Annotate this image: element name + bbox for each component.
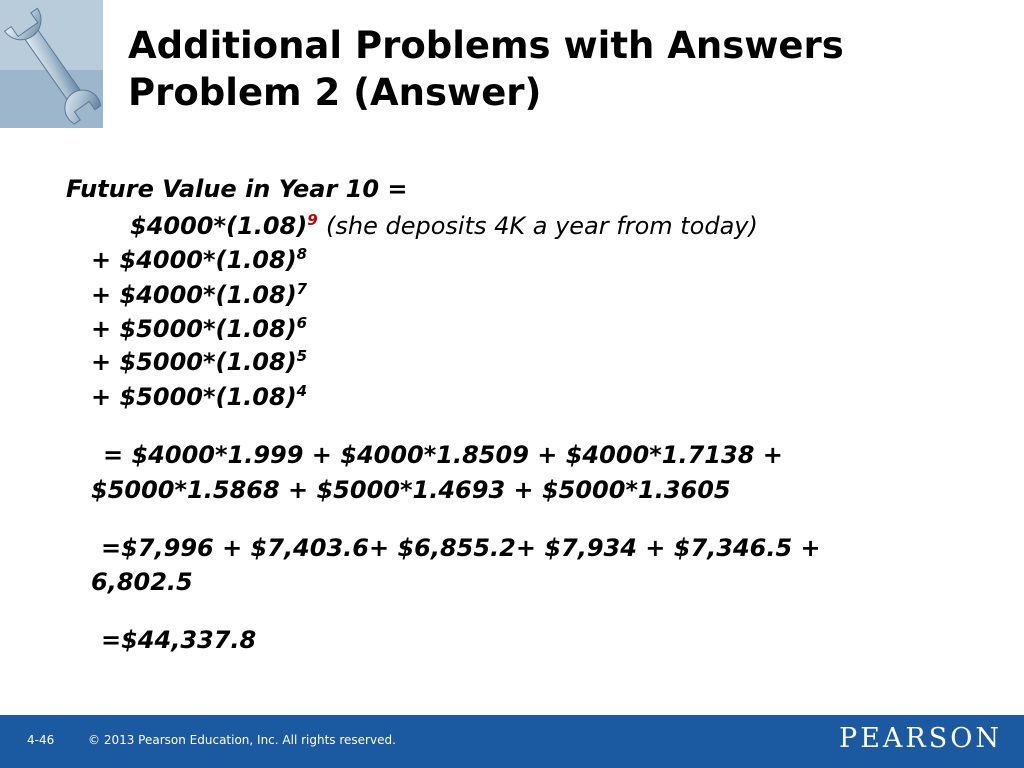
page-number: 4-46 [27,733,55,747]
term-row [130,210,758,242]
term-base: $4000*(1.08) [119,281,297,309]
term-row [91,381,307,413]
pearson-logo: PEARSON [839,723,1002,754]
term-base: $4000*(1.08) [119,246,297,274]
term-prefix: + [91,315,120,343]
term-exponent: 5 [296,347,308,365]
term-prefix: + [91,246,120,274]
term-base: $5000*(1.08) [119,383,297,411]
term-row [91,346,307,378]
slide-title-line2: Problem 2 (Answer) [128,71,542,114]
step1-line2: $5000*1.5868 + $5000*1.4693 + $5000*1.3605 [91,476,731,504]
term-base: $5000*(1.08) [119,348,297,376]
term-base: $4000*(1.08) [130,212,308,240]
step1-line1: = $4000*1.999 + $4000*1.8509 + $4000*1.7138 + [103,441,783,469]
term-prefix: + [91,383,120,411]
term-row [91,244,307,276]
copyright-text: © 2013 Pearson Education, Inc. All rights reserved. [88,733,396,747]
term-base: $5000*(1.08) [119,315,297,343]
result-line: =$44,337.8 [101,626,257,654]
future-value-heading: Future Value in Year 10 = [66,175,408,203]
term-prefix: + [91,281,120,309]
term-exponent: 4 [296,382,308,400]
term-exponent: 9 [307,211,318,229]
footer-bar [0,715,1024,768]
term-exponent: 7 [296,280,308,298]
term-prefix: + [91,348,120,376]
term-exponent: 6 [296,314,308,332]
term-row [91,279,307,311]
step2-line2: 6,802.5 [91,568,193,596]
slide-title-line1: Additional Problems with Answers [128,24,844,67]
term-row [91,313,307,345]
term-note: (she deposits 4K a year from today) [326,212,758,240]
step2-line1: =$7,996 + $7,403.6+ $6,855.2+ $7,934 + $7,346.5 + [101,534,821,562]
term-exponent: 8 [296,245,308,263]
